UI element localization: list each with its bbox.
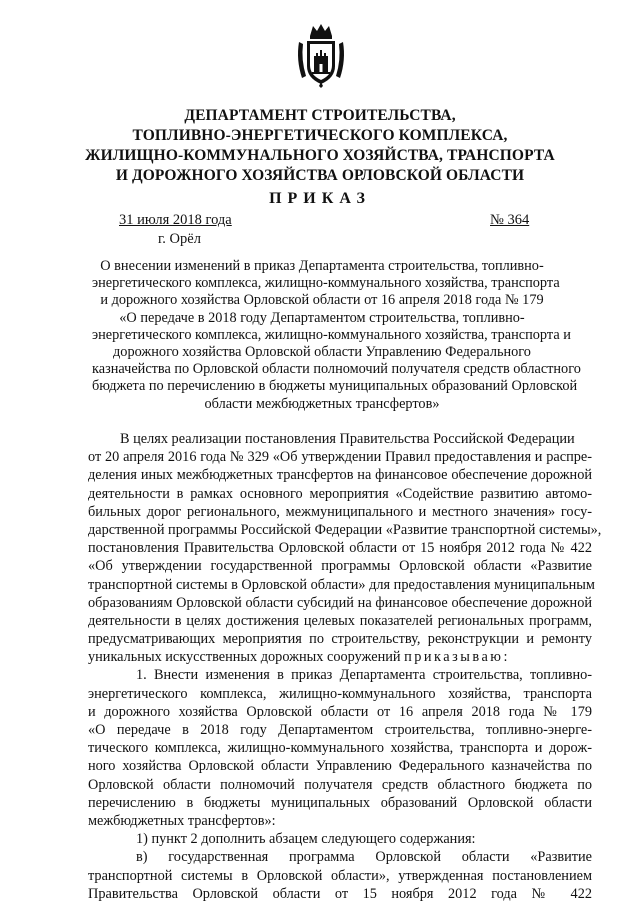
body-line: 1. Внести изменения в приказ Департамента строительства, топливно- xyxy=(136,667,592,684)
subitem-v-line: в) государственная программа Орловской области «Развитие xyxy=(136,849,592,866)
subject-line: энергетического комплекса, жилищно-коммунального хозяйства, транспорта xyxy=(92,275,560,292)
subject-line: «О передаче в 2018 году Департаментом строительства, топливно- xyxy=(119,309,525,326)
body-line: деятельности в рамках основного мероприятия «Содействие развитию автомо- xyxy=(88,485,592,502)
body-line: постановления Правительства Орловской области от 15 ноября 2012 года № 422 xyxy=(88,540,592,557)
subitem-1: 1) пункт 2 дополнить абзацем следующего содержания: xyxy=(136,831,476,848)
department-line: ТОПЛИВНО-ЭНЕРГЕТИЧЕСКОГО КОМПЛЕКСА, xyxy=(132,127,508,144)
department-line: И ДОРОЖНОГО ХОЗЯЙСТВА ОРЛОВСКОЙ ОБЛАСТИ xyxy=(115,167,525,184)
order-city: г. Орёл xyxy=(158,231,201,247)
subject-line: О внесении изменений в приказ Департамента строительства, топливно- xyxy=(100,258,544,274)
body-line: Орловской области полномочий получателя средств областного бюджета по xyxy=(88,776,592,793)
subitem-v-line: транспортной системы в Орловской области», утвержденная постановлением xyxy=(88,867,592,884)
body-line: энергетического комплекса, жилищно-коммунального хозяйства, транспорта xyxy=(88,685,592,702)
body-line: и дорожного хозяйства Орловской области от 16 апреля 2018 года № 179 xyxy=(88,703,592,720)
subitem-v-line: Правительства Орловской области от 15 ноября 2012 года № 422 xyxy=(88,885,592,902)
subject-line: казначейства по Орловской области полномочий получателя средств областного xyxy=(92,361,581,378)
prikazyvayu-word: приказываю: xyxy=(404,649,510,666)
body-line xyxy=(88,648,592,666)
body-line: деления иных межбюджетных трансфертов на финансовое обеспечение дорожной xyxy=(88,467,592,484)
body-line: межбюджетных трансфертов»: xyxy=(88,812,276,829)
body-line: тического комплекса, жилищно-коммунального хозяйства, транспорта и дорож- xyxy=(88,740,592,757)
order-date: 31 июля 2018 года xyxy=(119,212,232,228)
order-number: № 364 xyxy=(490,212,530,228)
subject-line: области межбюджетных трансфертов» xyxy=(204,395,440,412)
body-line: дарственной программы Российской Федерации «Развитие транспортной системы», xyxy=(88,521,602,538)
department-name xyxy=(60,106,580,186)
coat-of-arms-icon xyxy=(296,22,346,88)
body-line: транспортной системы в Орловской области» для предоставления муниципальным xyxy=(88,576,595,593)
order-subject xyxy=(92,258,581,413)
department-line: ДЕПАРТАМЕНТ СТРОИТЕЛЬСТВА, xyxy=(184,107,456,124)
preamble-end: уникальных искусственных дорожных сооружений xyxy=(88,649,401,666)
body-line: «О передаче в 2018 году Департаментом строительства, топливно-энерге- xyxy=(88,722,592,738)
body-line: «Об утверждении государственной программы Орловской области «Развитие xyxy=(88,558,592,575)
order-body xyxy=(88,430,602,903)
subject-line: и дорожного хозяйства Орловской области от 16 апреля 2018 года № 179 xyxy=(100,292,544,309)
body-line: ного хозяйства Орловской области Управлению Федерального казначейства по xyxy=(88,758,592,775)
body-line: от 20 апреля 2016 года № 329 «Об утверждении Правил предоставления и распре- xyxy=(88,449,592,466)
body-line: предусматривающих мероприятия по строительству, реконструкции и ремонту xyxy=(88,631,592,648)
order-title: ПРИКАЗ xyxy=(269,190,371,207)
body-line: В целях реализации постановления Правительства Российской Федерации xyxy=(120,431,575,447)
body-line: образованиям Орловской области субсидий на финансовое обеспечение дорожной xyxy=(88,594,592,611)
subject-line: дорожного хозяйства Орловской области Управлению Федерального xyxy=(113,344,531,361)
subject-line: бюджета по перечислению в бюджеты муниципальных образований Орловской xyxy=(92,378,578,395)
subject-line: энергетического комплекса, жилищно-коммунального хозяйства, транспорта и xyxy=(92,326,571,343)
body-line: перечислению в бюджеты муниципальных образований Орловской области xyxy=(88,794,592,811)
department-line: ЖИЛИЩНО-КОММУНАЛЬНОГО ХОЗЯЙСТВА, ТРАНСПОРТА xyxy=(85,147,555,164)
body-line: бильных дорог регионального, межмуниципального и местного значения» госу- xyxy=(88,503,592,520)
body-line: деятельности в целях достижения целевых показателей региональных программ, xyxy=(88,612,592,629)
